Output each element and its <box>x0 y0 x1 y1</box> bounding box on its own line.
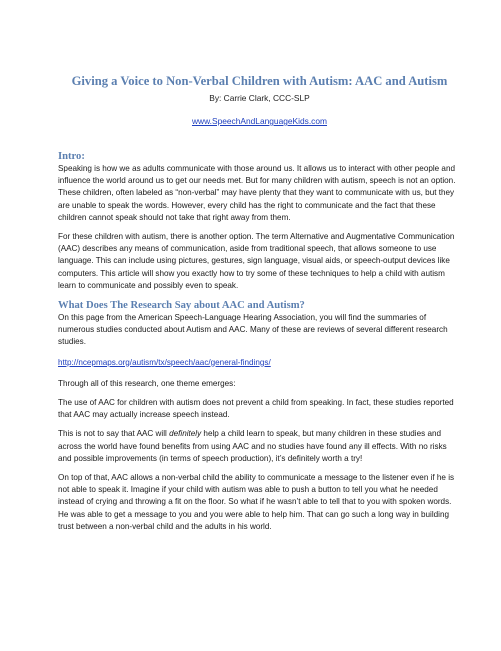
website-link[interactable]: www.SpeechAndLanguageKids.com <box>191 116 328 126</box>
research-paragraph-4-end: help a child learn to speak, but many children in these studies and across the world have found benefits from using AAC and no studies have found any ill effects. With no risks and possible improvements (in terms of speech production), it’s definitely worth a try! <box>58 429 447 463</box>
research-paragraph-2: Through all of this research, one theme emerges: <box>58 378 236 388</box>
author-byline: By: Carrie Clark, CCC-SLP <box>209 93 310 103</box>
research-paragraph-3: The use of AAC for children with autism does not prevent a child from speaking. In fact, these studies reported that AAC may actually increase speech instead. <box>58 398 454 420</box>
intro-heading: Intro: <box>58 151 85 162</box>
research-heading: What Does The Research Say about AAC and Autism? <box>58 300 305 312</box>
intro-paragraph-2: For these children with autism, there is another option. The term Alternative and Augmentative Communication (AAC) describes any means of communication, aside from traditional speech, that allows someone to use language. This can include using pictures, gestures, sign language, visual aids, or speech-output devices like computers. This article will show you exactly how to try some of these techniques to help a child with autism learn to communicate and possibly even to speak. <box>58 232 455 290</box>
research-paragraph-4-start: This is not to say that AAC will <box>58 429 170 439</box>
research-paragraph-4 <box>58 428 461 465</box>
intro-paragraph-1: Speaking is how we as adults communicate with those around us. It allows us to interact with other people and influence the world around us to get our needs met. But for many children with autism, speech is not an option. These children, often labeled as “non-verbal” may have plenty that they want to communicate with us, but they are unable to speak the words. However, every child has the right to communicate and the fact that these children cannot speak should not take that right away from them. <box>58 164 456 222</box>
research-url-link[interactable]: http://ncepmaps.org/autism/tx/speech/aac/general-findings/ <box>58 357 271 367</box>
research-paragraph-5: On top of that, AAC allows a non-verbal child the ability to communicate a message to the listener even if he is not able to speak it. Imagine if your child with autism was able to push a button to tell you what he needed instead of crying and throwing a fit on the floor. So what if he wasn’t able to tell that to you with spoken words. He was able to get a message to you and you were able to help him. That can go such a long way in building trust between a non-verbal child and the adults in his world. <box>58 473 455 531</box>
document-title: Giving a Voice to Non-Verbal Children with Autism: AAC and Autism <box>71 74 448 88</box>
research-paragraph-1: On this page from the American Speech-Language Hearing Association, you will find the summaries of numerous studies conducted about Autism and AAC. Many of these are reviews of several different research studies. <box>58 313 448 347</box>
research-paragraph-4-emphasis: definitely <box>169 429 202 439</box>
